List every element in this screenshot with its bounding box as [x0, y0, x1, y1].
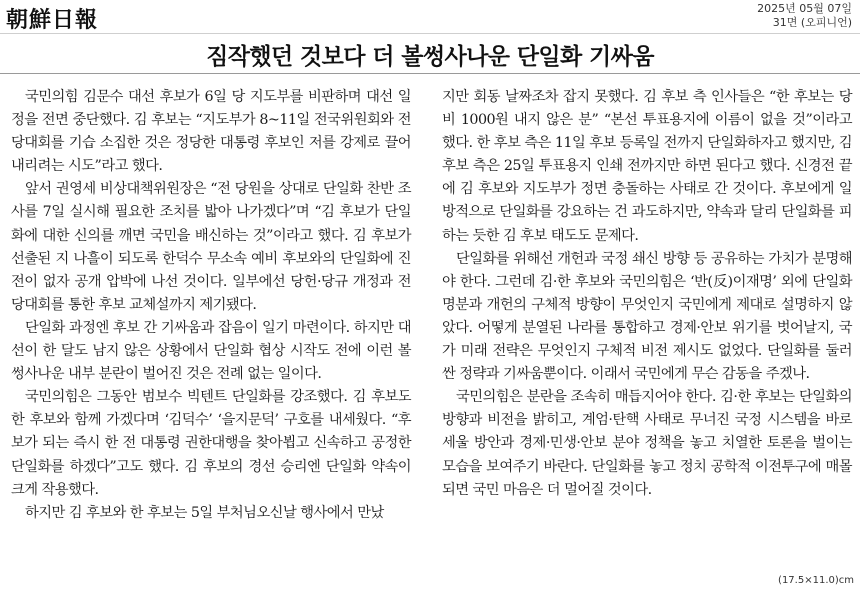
publication-date: 2025년 05월 07일	[757, 2, 852, 15]
paragraph-continued: 지만 회동 날짜조차 잡지 못했다. 김 후보 측 인사들은 “한 후보는 당비 1000원 내지 않은 분” “본선 투표용지에 이름이 없을 것”이라고 했다. 한 후보 측은 11일 후보 등록일 전까지 단일화하자고 했지만, 김 후보 측은 25일 투표용지 인쇄 전까지만 하면 된다고 했다. 신경전 끝에 김 후보와 지도부가 정면 충돌하는 사태로 간 것이다. 후보에게 일방적으로 단일화를 강요하는 건 과도하지만, 약속과 달리 단일화를 피하는 듯한 김 후보 태도도 문제다.	[442, 89, 852, 244]
paragraph: 국민의힘은 분란을 조속히 매듭지어야 한다. 김·한 후보는 단일화의 방향과 비전을 밝히고, 계엄·탄핵 사태로 무너진 국정 시스템을 바로 세울 방안과 경제·민생·안보 분야 정책을 놓고 치열한 토론을 벌이는 모습을 보여주기 바란다. 단일화를 놓고 정치 공학적 이전투구에 매몰되면 국민 마음은 더 멀어질 것이다.	[442, 389, 852, 498]
article-headline: 짐작했던 것보다 더 볼썽사나운 단일화 기싸움	[206, 44, 654, 70]
article-column-left	[11, 86, 411, 525]
newspaper-masthead: 朝鮮日報	[6, 7, 99, 33]
publication-meta	[757, 2, 852, 30]
paragraph: 앞서 권영세 비상대책위원장은 “전 당원을 상대로 단일화 찬반 조사를 7일 실시해 필요한 조치를 밟아 나가겠다”며 “김 후보가 단일화에 대한 신의를 깨면 국민을 배신하는 것”이라고 했다. 김 후보가 선출된 지 나흘이 되도록 한덕수 무소속 예비 후보와의 단일화에 진전이 없자 공개 압박에 나선 것이다. 일부에선 당헌·당규 개정과 전당대회를 통한 후보 교체설까지 제기됐다.	[11, 181, 411, 313]
article-size-note: (17.5×11.0)cm	[778, 575, 854, 586]
article-column-right	[442, 86, 852, 502]
paragraph: 단일화를 위해선 개헌과 국정 쇄신 방향 등 공유하는 가치가 분명해야 한다. 그런데 김·한 후보와 국민의힘은 ‘반(反)이재명’ 외에 단일화 명분과 개헌의 구체적 방향이 무엇인지 국민에게 제대로 설명하지 않았다. 어떻게 분열된 나라를 통합하고 경제·안보 위기를 벗어날지, 국가 미래 전략은 무엇인지 구체적 비전 제시도 없었다. 단일화를 둘러싼 정략과 기싸움뿐이다. 이래서 국민에게 무슨 감동을 주겠나.	[442, 250, 852, 383]
paragraph: 하지만 김 후보와 한 후보는 5일 부처님오신날 행사에서 만났	[25, 504, 384, 521]
paragraph: 국민의힘은 그동안 범보수 빅텐트 단일화를 강조했다. 김 후보도 한 후보와 함께 가겠다며 ‘김덕수’ ‘을지문덕’ 구호를 내세웠다. “후보가 되는 즉시 한 전 대통령 권한대행을 찾아뵙고 신속하고 공정한 단일화를 하겠다”고도 했다. 김 후보의 경선 승리엔 단일화 약속이 크게 작용했다.	[11, 389, 411, 498]
paragraph: 단일화 과정엔 후보 간 기싸움과 잡음이 일기 마련이다. 하지만 대선이 한 달도 남지 않은 상황에서 단일화 협상 시작도 전에 이런 볼썽사나운 내부 분란이 벌어진 것은 전례 없는 일이다.	[11, 319, 411, 383]
header-divider	[0, 33, 860, 34]
paragraph: 국민의힘 김문수 대선 후보가 6일 당 지도부를 비판하며 대선 일정을 전면 중단했다. 김 후보는 “지도부가 8~11일 전국위원회와 전당대회를 기습 소집한 것은 정당한 대통령 후보인 저를 강제로 끌어내리려는 시도”라고 했다.	[11, 89, 411, 175]
headline-divider	[0, 73, 860, 74]
page-section: 31면 (오피니언)	[772, 16, 852, 29]
